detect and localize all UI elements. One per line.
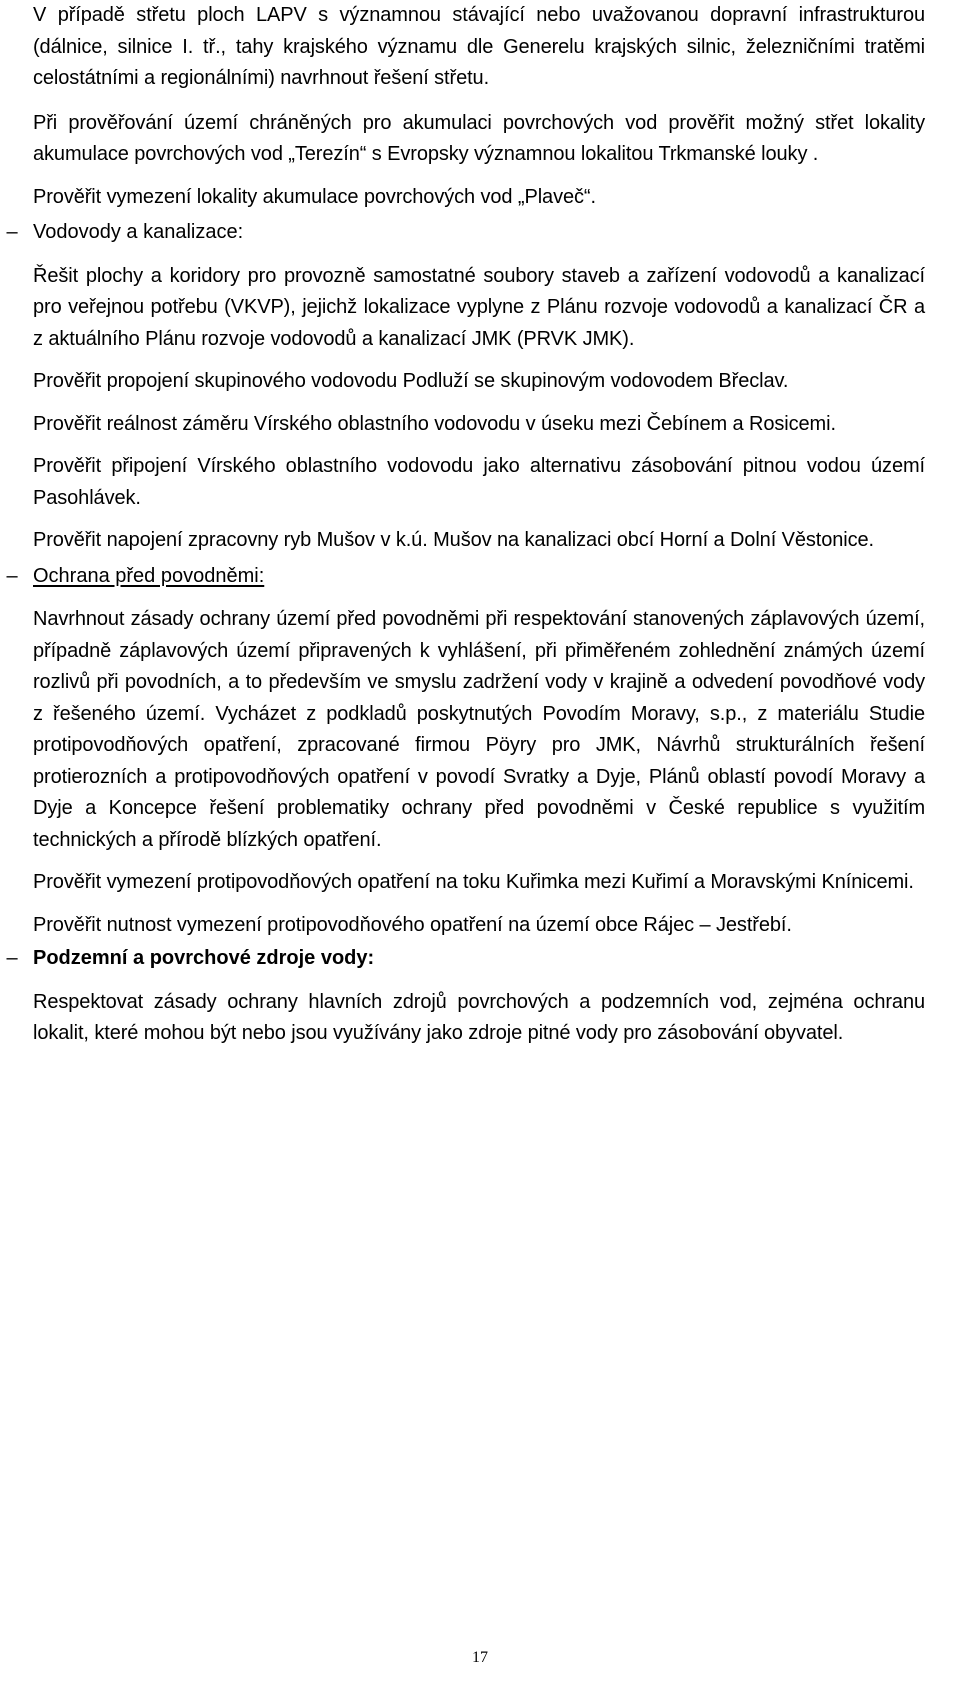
heading-flood-label: Ochrana před povodněmi: — [33, 564, 265, 587]
paragraph-pasohlavky: Prověřit připojení Vírského oblastního vodovodu jako alternativu zásobování pitnou vodou území Pasohlávek. — [33, 455, 925, 509]
dash-bullet: – — [6, 564, 18, 587]
paragraph-virsky-rosice: Prověřit reálnost záměru Vírského oblastního vodovodu v úseku mezi Čebínem a Rosicemi. — [33, 412, 836, 435]
dash-bullet: – — [6, 221, 18, 243]
paragraph-plavec: Prověřit vymezení lokality akumulace povrchových vod „Plaveč“. — [33, 185, 596, 208]
paragraph-rajec: Prověřit nutnost vymezení protipovodňového opatření na území obce Rájec – Jestřebí. — [33, 913, 792, 936]
paragraph-terezin: Při prověřování území chráněných pro akumulaci povrchových vod prověřit možný střet lokality akumulace povrchových vod „Terezín“ s Evropsky významnou lokalitou Trkmanské louky . — [33, 111, 925, 165]
paragraph-lapv-conflict: V případě střetu ploch LAPV s významnou stávající nebo uvažovanou dopravní infrastrukturou (dálnice, silnice I. tř., tahy krajského významu dle Generelu krajských silnic, železničními tratěmi celostátními a regionálními) navrhnout řešení střetu. — [33, 4, 925, 89]
section-heading-sources — [6, 943, 925, 975]
paragraph-flood-principles: Navrhnout zásady ochrany území před povodněmi při respektování stanovených záplavových území, případně záplavových území připravených k vyhlášení, při přiměřeném zohlednění známých území rozlivů při povodních, a to především ve smyslu zadržení vody v krajině a odvedení povodňové vody z řešeného území. Vycházet z podkladů poskytnutých Povodím Moravy, s.p., z materiálu Studie protipovodňových opatření, zpracované firmou Pöyry pro JMK, Návrhů strukturálních řešení protierozních a protipovodňových opatření v povodí Svratky a Dyje, Plánů oblastí povodí Moravy a Dyje a Koncepce řešení problematiky ochrany před povodněmi v České republice s využitím technických a přírodě blízkých opatření. — [33, 608, 925, 851]
paragraph-water-sources: Respektovat zásady ochrany hlavních zdrojů povrchových a podzemních vod, zejména ochranu lokalit, které mohou být nebo jsou využívány jako zdroje pitné vody pro zásobování obyvatel. — [33, 990, 925, 1044]
section-heading-flood — [6, 561, 925, 593]
heading-sources-label: Podzemní a povrchové zdroje vody: — [33, 947, 375, 969]
paragraph-musov: Prověřit napojení zpracovny ryb Mušov v k.ú. Mušov na kanalizaci obcí Horní a Dolní Věstonice. — [33, 529, 875, 551]
heading-water-label: Vodovody a kanalizace: — [33, 221, 244, 243]
dash-bullet: – — [6, 947, 18, 969]
document-body — [6, 0, 925, 1050]
page-number: 17 — [472, 1649, 488, 1666]
section-heading-water — [6, 217, 925, 249]
paragraph-podluzi: Prověřit propojení skupinového vodovodu Podluží se skupinovým vodovodem Břeclav. — [33, 370, 789, 392]
paragraph-kurimka: Prověřit vymezení protipovodňových opatření na toku Kuřimka mezi Kuřimí a Moravskými Knínicemi. — [33, 871, 914, 893]
paragraph-vkvp: Řešit plochy a koridory pro provozně samostatné soubory staveb a zařízení vodovodů a kanalizací pro veřejnou potřebu (VKVP), jejichž lokalizace vyplyne z Plánu rozvoje vodovodů a kanalizací ČR a z aktuálního Plánu rozvoje vodovodů a kanalizací JMK (PRVK JMK). — [33, 264, 925, 350]
